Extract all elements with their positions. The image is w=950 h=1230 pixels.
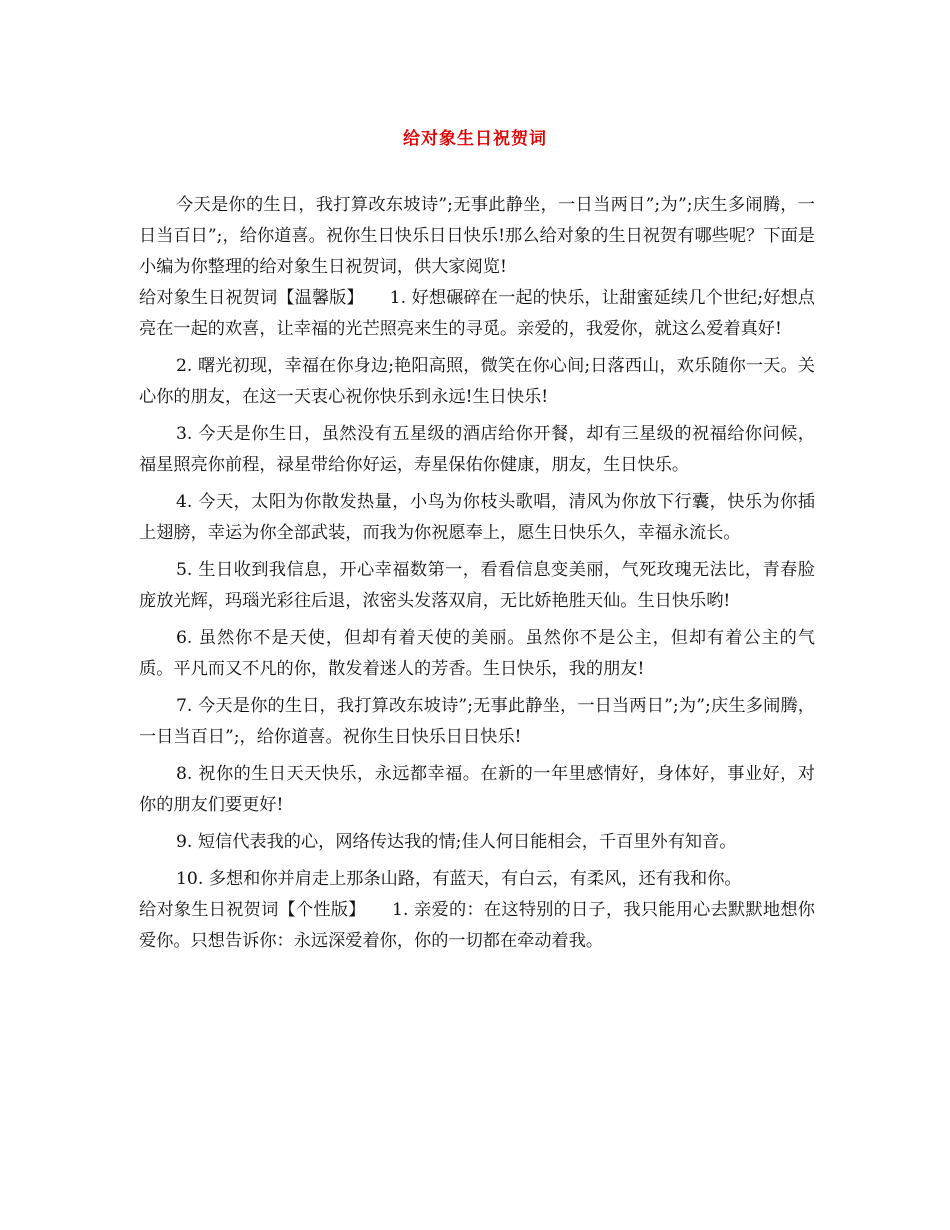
wish-item-6: 6. 虽然你不是天使，但却有着天使的美丽。虽然你不是公主，但却有着公主的气质。平凡而又不凡的你，散发着迷人的芳香。生日快乐，我的朋友! bbox=[139, 628, 815, 679]
wish-item-9: 9. 短信代表我的心，网络传达我的情;佳人何日能相会，千百里外有知音。 bbox=[176, 832, 737, 852]
section-heading-warm: 给对象生日祝贺词【温馨版】 1. 好想碾碎在一起的快乐，让甜蜜延续几个世纪;好想点亮在一起的欢喜，让幸福的光芒照亮来生的寻觅。亲爱的，我爱你，就这么爱着真好! bbox=[139, 288, 815, 339]
wish-item-10: 10. 多想和你并肩走上那条山路，有蓝天，有白云，有柔风，还有我和你。 bbox=[176, 869, 742, 889]
wish-item-2: 2. 曙光初现，幸福在你身边;艳阳高照，微笑在你心间;日落西山，欢乐随你一天。关心你的朋友，在这一天衷心祝你快乐到永远!生日快乐! bbox=[139, 356, 815, 407]
wish-item-5: 5. 生日收到我信息，开心幸福数第一，看看信息变美丽，气死玫瑰无法比，青春脸庞放光辉，玛瑙光彩往后退，浓密头发落双肩，无比娇艳胜天仙。生日快乐哟! bbox=[139, 560, 815, 611]
wish-item-4: 4. 今天，太阳为你散发热量，小鸟为你枝头歌唱，清风为你放下行囊，快乐为你插上翅膀，幸运为你全部武装，而我为你祝愿奉上，愿生日快乐久，幸福永流长。 bbox=[139, 492, 815, 543]
section-heading-personal: 给对象生日祝贺词【个性版】 1. 亲爱的：在这特别的日子，我只能用心去默默地想你爱你。只想告诉你：永远深爱着你，你的一切都在牵动着我。 bbox=[139, 900, 815, 951]
document-body bbox=[139, 190, 815, 957]
wish-item-8: 8. 祝你的生日天天快乐，永远都幸福。在新的一年里感情好，身体好，事业好，对你的朋友们要更好! bbox=[139, 764, 815, 815]
document-title: 给对象生日祝贺词 bbox=[403, 129, 547, 149]
wish-item-3: 3. 今天是你生日，虽然没有五星级的酒店给你开餐，却有三星级的祝福给你问候，福星照亮你前程，禄星带给你好运，寿星保佑你健康，朋友，生日快乐。 bbox=[139, 424, 815, 475]
wish-item-7: 7. 今天是你的生日，我打算改东坡诗”;无事此静坐，一日当两日”;为”;庆生多闹腾，一日当百日”;，给你道喜。祝你生日快乐日日快乐! bbox=[139, 696, 815, 747]
intro-paragraph: 今天是你的生日，我打算改东坡诗”;无事此静坐，一日当两日”;为”;庆生多闹腾，一日当百日”;，给你道喜。祝你生日快乐日日快乐!那么给对象的生日祝贺有哪些呢？下面是小编为你整理的给对象生日祝贺词，供大家阅览! bbox=[139, 195, 815, 277]
